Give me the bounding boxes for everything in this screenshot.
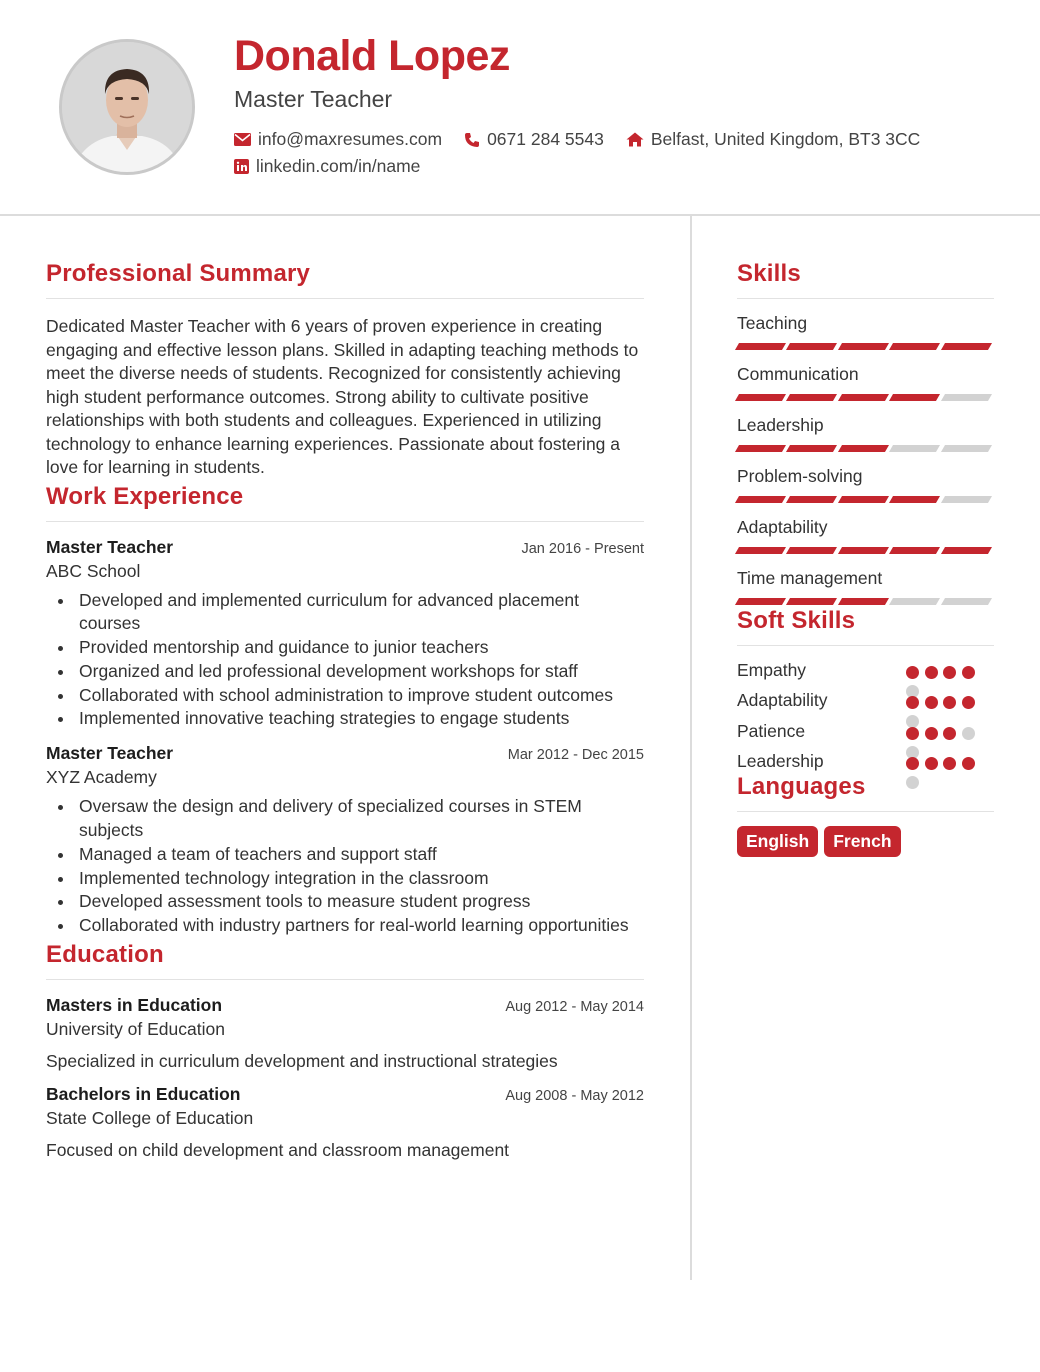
- skill-level-segment: [786, 547, 837, 554]
- soft-skills-section: [737, 607, 994, 781]
- languages-section: [737, 773, 994, 857]
- rating-dot: [906, 727, 919, 740]
- skill-level-segment: [941, 394, 992, 401]
- skill-name: Leadership: [737, 415, 824, 435]
- skill-item: [737, 415, 994, 452]
- skill-level-segment: [735, 445, 786, 452]
- list-item: Developed assessment tools to measure student progress: [46, 890, 644, 914]
- skill-name: Time management: [737, 568, 883, 588]
- job-organization: ABC School: [46, 560, 141, 581]
- list-item: Implemented innovative teaching strategies to engage students: [46, 707, 644, 731]
- soft-skill-item: [737, 751, 994, 781]
- skill-level-segment: [786, 598, 837, 605]
- soft-skills-heading: Soft Skills: [737, 607, 994, 646]
- rating-dot: [925, 696, 938, 709]
- job-bullets: [46, 795, 644, 938]
- skill-level-segment: [889, 547, 940, 554]
- summary-section: [46, 260, 644, 480]
- skill-level-segment: [838, 394, 889, 401]
- skill-level-segment: [889, 445, 940, 452]
- skill-level-segment: [889, 394, 940, 401]
- rating-dot: [943, 757, 956, 770]
- school-name: State College of Education: [46, 1108, 254, 1129]
- skill-level-segment: [941, 445, 992, 452]
- skill-name: Teaching: [737, 313, 808, 333]
- skill-level-segment: [838, 445, 889, 452]
- soft-skill-name: Leadership: [737, 750, 824, 771]
- languages-list: [737, 826, 994, 857]
- rating-dot: [925, 727, 938, 740]
- skill-level-segment: [941, 547, 992, 554]
- skill-level-segment: [786, 445, 837, 452]
- skill-level-segment: [786, 343, 837, 350]
- list-item: Collaborated with school administration to improve student outcomes: [46, 684, 644, 708]
- skill-item: [737, 313, 994, 350]
- contact-address: [626, 129, 920, 150]
- soft-skill-name: Empathy: [737, 660, 807, 680]
- phone-text: 0671 284 5543: [487, 129, 604, 149]
- list-item: Managed a team of teachers and support staff: [46, 843, 644, 867]
- summary-text: Dedicated Master Teacher with 6 years of proven experience in creating engaging and effective lesson plans. Skilled in adapting teaching methods to meet the diverse needs of students. Recognized for consistently achieving high student performance outcomes. Strong ability to cultivate positive relationships with both students and colleagues. Experienced in utilizing technology to enhance learning experiences. Passionate about fostering a love for learning in students.: [46, 316, 639, 477]
- skill-level-segment: [735, 343, 786, 350]
- contact-email[interactable]: [234, 129, 442, 150]
- job-entry: [46, 743, 644, 938]
- education-date: Aug 2008 - May 2012: [505, 1088, 644, 1105]
- language-badge: French: [824, 826, 900, 857]
- skill-level-bar: [737, 394, 994, 401]
- skill-level-segment: [735, 496, 786, 503]
- skill-level-segment: [735, 394, 786, 401]
- degree-title: Masters in Education: [46, 995, 223, 1016]
- education-section: [46, 941, 644, 1161]
- skill-level-segment: [889, 598, 940, 605]
- skill-level-bar: [737, 445, 994, 452]
- work-heading: Work Experience: [46, 483, 644, 522]
- skill-name: Adaptability: [737, 517, 828, 537]
- skill-name: Communication: [737, 364, 859, 384]
- skill-level-bar: [737, 343, 994, 350]
- rating-dot: [943, 666, 956, 679]
- list-item: Collaborated with industry partners for real-world learning opportunities: [46, 914, 644, 938]
- rating-dot: [906, 776, 919, 789]
- education-entry: [46, 995, 644, 1072]
- skill-level-bar: [737, 598, 994, 605]
- work-section: [46, 483, 644, 939]
- rating-dot: [962, 727, 975, 740]
- rating-dot: [943, 696, 956, 709]
- soft-skill-name: Adaptability: [737, 690, 828, 711]
- school-name: University of Education: [46, 1019, 225, 1040]
- list-item: Provided mentorship and guidance to junior teachers: [46, 636, 644, 660]
- linkedin-icon: [234, 159, 249, 174]
- education-heading: Education: [46, 941, 644, 980]
- candidate-title: Master Teacher: [234, 86, 393, 112]
- envelope-icon: [234, 133, 251, 146]
- skill-level-segment: [941, 343, 992, 350]
- rating-dot: [962, 696, 975, 709]
- job-bullets: [46, 589, 644, 732]
- skill-level-segment: [735, 598, 786, 605]
- skill-name: Problem-solving: [737, 466, 863, 486]
- skill-level-bar: [737, 547, 994, 554]
- email-text: info@maxresumes.com: [258, 129, 443, 149]
- address-text: Belfast, United Kingdom, BT3 3CC: [650, 129, 921, 149]
- language-badge: English: [737, 826, 818, 857]
- job-date: Jan 2016 - Present: [521, 540, 644, 557]
- job-date: Mar 2012 - Dec 2015: [507, 747, 644, 764]
- skill-level-segment: [941, 598, 992, 605]
- candidate-name: Donald Lopez: [234, 32, 510, 80]
- resume-header: [0, 0, 1040, 216]
- skills-heading: Skills: [737, 260, 994, 299]
- rating-dot: [925, 666, 938, 679]
- linkedin-text: linkedin.com/in/name: [256, 156, 421, 176]
- skills-section: [737, 260, 994, 605]
- rating-dot: [962, 757, 975, 770]
- list-item: Developed and implemented curriculum for advanced placement courses: [46, 589, 644, 637]
- soft-skills-list: [737, 660, 994, 781]
- skill-level-segment: [838, 598, 889, 605]
- skill-level-segment: [735, 547, 786, 554]
- home-icon: [626, 132, 644, 147]
- soft-skill-item: [737, 721, 994, 751]
- job-organization: XYZ Academy: [46, 767, 157, 788]
- education-description: Specialized in curriculum development and instructional strategies: [46, 1051, 558, 1072]
- side-column: [737, 216, 994, 857]
- contact-phone[interactable]: [464, 129, 604, 150]
- soft-skill-item: [737, 690, 994, 720]
- rating-dot: [906, 666, 919, 679]
- education-description: Focused on child development and classroom management: [46, 1140, 510, 1161]
- job-entry: [46, 537, 644, 732]
- education-date: Aug 2012 - May 2014: [505, 999, 644, 1016]
- skill-level-segment: [838, 547, 889, 554]
- skill-level-segment: [786, 496, 837, 503]
- main-column: [46, 216, 644, 1161]
- degree-title: Bachelors in Education: [46, 1084, 241, 1105]
- skill-level-segment: [838, 343, 889, 350]
- column-divider: [690, 216, 692, 1280]
- profile-photo: [59, 39, 195, 175]
- education-entry: [46, 1084, 644, 1161]
- skill-level-segment: [941, 496, 992, 503]
- languages-heading: Languages: [737, 773, 994, 812]
- skill-item: [737, 517, 994, 554]
- contact-row-1: [234, 129, 942, 150]
- contact-row-2: [234, 156, 442, 177]
- skill-item: [737, 568, 994, 605]
- rating-dot: [906, 696, 919, 709]
- rating-dot: [962, 666, 975, 679]
- job-title: Master Teacher: [46, 743, 174, 764]
- skill-item: [737, 466, 994, 503]
- skill-level-segment: [889, 343, 940, 350]
- soft-skill-item: [737, 660, 994, 690]
- skill-item: [737, 364, 994, 401]
- skill-level-segment: [838, 496, 889, 503]
- rating-dot: [925, 757, 938, 770]
- list-item: Implemented technology integration in the classroom: [46, 867, 644, 891]
- rating-dot: [943, 727, 956, 740]
- list-item: Organized and led professional development workshops for staff: [46, 660, 644, 684]
- job-title: Master Teacher: [46, 536, 174, 557]
- skills-list: [737, 313, 994, 605]
- phone-icon: [464, 132, 480, 148]
- contact-linkedin[interactable]: [234, 156, 420, 177]
- summary-heading: Professional Summary: [46, 260, 644, 299]
- rating-dot: [906, 757, 919, 770]
- skill-level-segment: [889, 496, 940, 503]
- skill-level-segment: [786, 394, 837, 401]
- skill-level-bar: [737, 496, 994, 503]
- soft-skill-name: Patience: [737, 720, 806, 741]
- list-item: Oversaw the design and delivery of specialized courses in STEM subjects: [46, 795, 644, 843]
